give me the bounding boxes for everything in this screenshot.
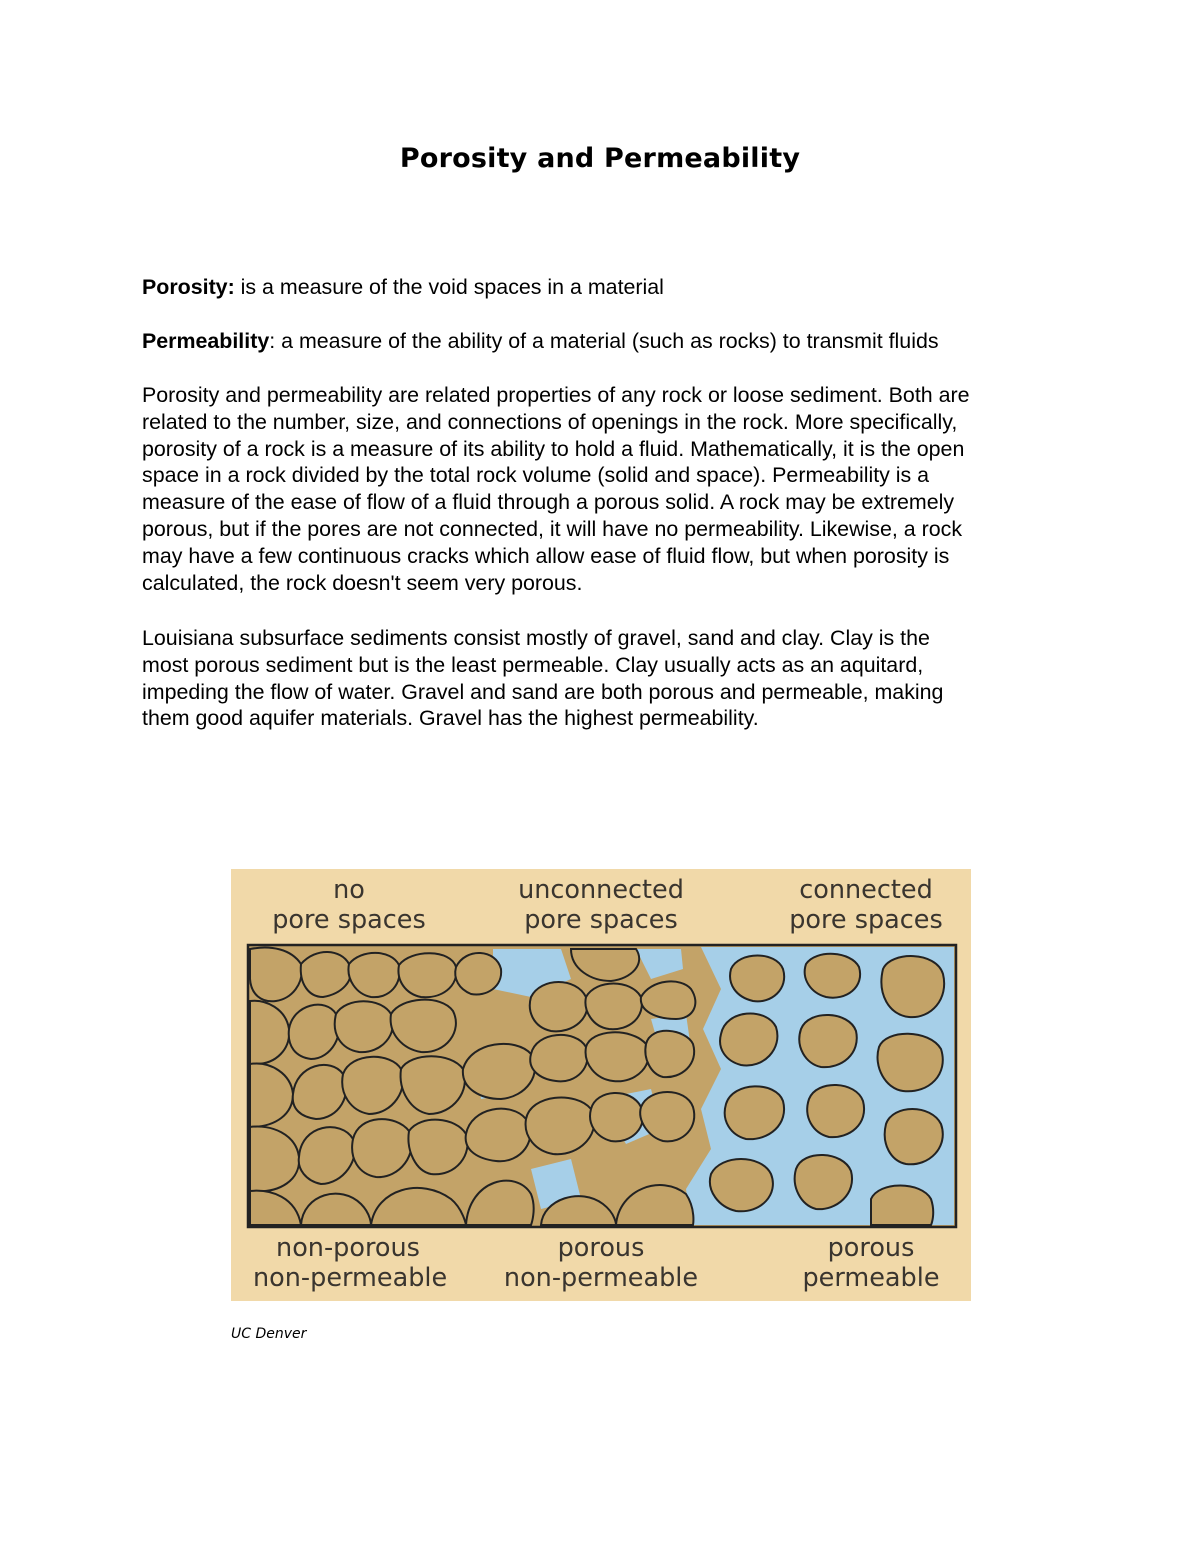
- figure-credit: UC Denver: [231, 1326, 307, 1342]
- paragraph-louisiana-sediments: [142, 625, 1062, 732]
- permeability-definition: [142, 328, 1062, 355]
- label-line: no: [333, 875, 365, 905]
- grain: [885, 1109, 943, 1164]
- grain: [530, 982, 588, 1031]
- label-line: pore spaces: [272, 905, 426, 935]
- paragraph-line: them good aquifer materials. Gravel has the highest permeability.: [142, 706, 759, 731]
- grain: [878, 1034, 943, 1092]
- porosity-definition: [142, 274, 1062, 301]
- label-unconnected-pore-spaces: [511, 875, 691, 935]
- label-line: pore spaces: [789, 905, 943, 935]
- permeability-definition-text: : a measure of the ability of a material (such as rocks) to transmit fluids: [269, 329, 939, 353]
- label-connected-pore-spaces: [776, 875, 956, 935]
- permeability-term: Permeability: [142, 329, 270, 353]
- grain: [466, 1109, 531, 1162]
- grain: [730, 956, 784, 1002]
- label-non-porous-non-permeable: [253, 1233, 448, 1293]
- paragraph-line: Porosity and permeability are related properties of any rock or loose sediment. Both are: [142, 383, 970, 407]
- page-title: Porosity and Permeability: [399, 143, 801, 174]
- label-line: porous: [557, 1233, 645, 1263]
- label-porous-non-permeable: [501, 1233, 701, 1293]
- label-line: permeable: [802, 1263, 940, 1293]
- paragraph-porosity-permeability: [142, 382, 1062, 596]
- paragraph-line: porous, but if the pores are not connected, it will have no permeability. Likewise, a rock: [142, 516, 963, 541]
- label-line: unconnected: [518, 875, 684, 905]
- label-no-pore-spaces: [269, 875, 429, 935]
- grain: [720, 1013, 777, 1065]
- grain: [799, 1015, 856, 1067]
- grain: [463, 1044, 535, 1099]
- grain: [590, 1093, 643, 1141]
- paragraph-line: most porous sediment but is the least permeable. Clay usually acts as an aquitard,: [142, 652, 924, 677]
- label-line: porous: [827, 1233, 915, 1263]
- grain: [530, 1035, 587, 1081]
- porosity-diagram: [231, 869, 971, 1301]
- grain: [871, 1186, 933, 1226]
- grain: [710, 1159, 773, 1211]
- label-porous-permeable: [786, 1233, 956, 1293]
- porosity-term: Porosity:: [142, 275, 235, 299]
- label-line: non-porous: [276, 1233, 420, 1263]
- paragraph-line: calculated, the rock doesn't seem very porous.: [142, 570, 583, 595]
- grain: [455, 953, 501, 995]
- paragraph-line: space in a rock divided by the total rock volume (solid and space). Permeability is a: [142, 463, 930, 488]
- porosity-definition-text: is a measure of the void spaces in a material: [234, 275, 664, 299]
- paragraph-line: Louisiana subsurface sediments consist mostly of gravel, sand and clay. Clay is the: [142, 626, 930, 650]
- grain: [881, 956, 944, 1017]
- grain: [335, 1001, 393, 1052]
- label-line: non-permeable: [253, 1263, 448, 1293]
- paragraph-line: may have a few continuous cracks which allow ease of fluid flow, but when porosity is: [142, 543, 950, 568]
- paragraph-line: porosity of a rock is a measure of its ability to hold a fluid. Mathematically, it is the open: [142, 436, 965, 461]
- grain: [805, 954, 860, 998]
- paragraph-line: measure of the ease of flow of a fluid through a porous solid. A rock may be extremely: [142, 490, 955, 515]
- label-line: non-permeable: [503, 1263, 699, 1293]
- label-line: pore spaces: [524, 905, 678, 935]
- grain: [807, 1085, 864, 1137]
- grain: [645, 1031, 694, 1077]
- paragraph-line: impeding the flow of water. Gravel and sand are both porous and permeable, making: [142, 679, 944, 704]
- label-line: connected: [799, 875, 933, 905]
- grain: [398, 953, 456, 997]
- grain: [585, 984, 641, 1030]
- grain: [586, 1032, 649, 1081]
- grain: [641, 981, 696, 1019]
- paragraph-line: related to the number, size, and connections of openings in the rock. More specifically,: [142, 409, 958, 434]
